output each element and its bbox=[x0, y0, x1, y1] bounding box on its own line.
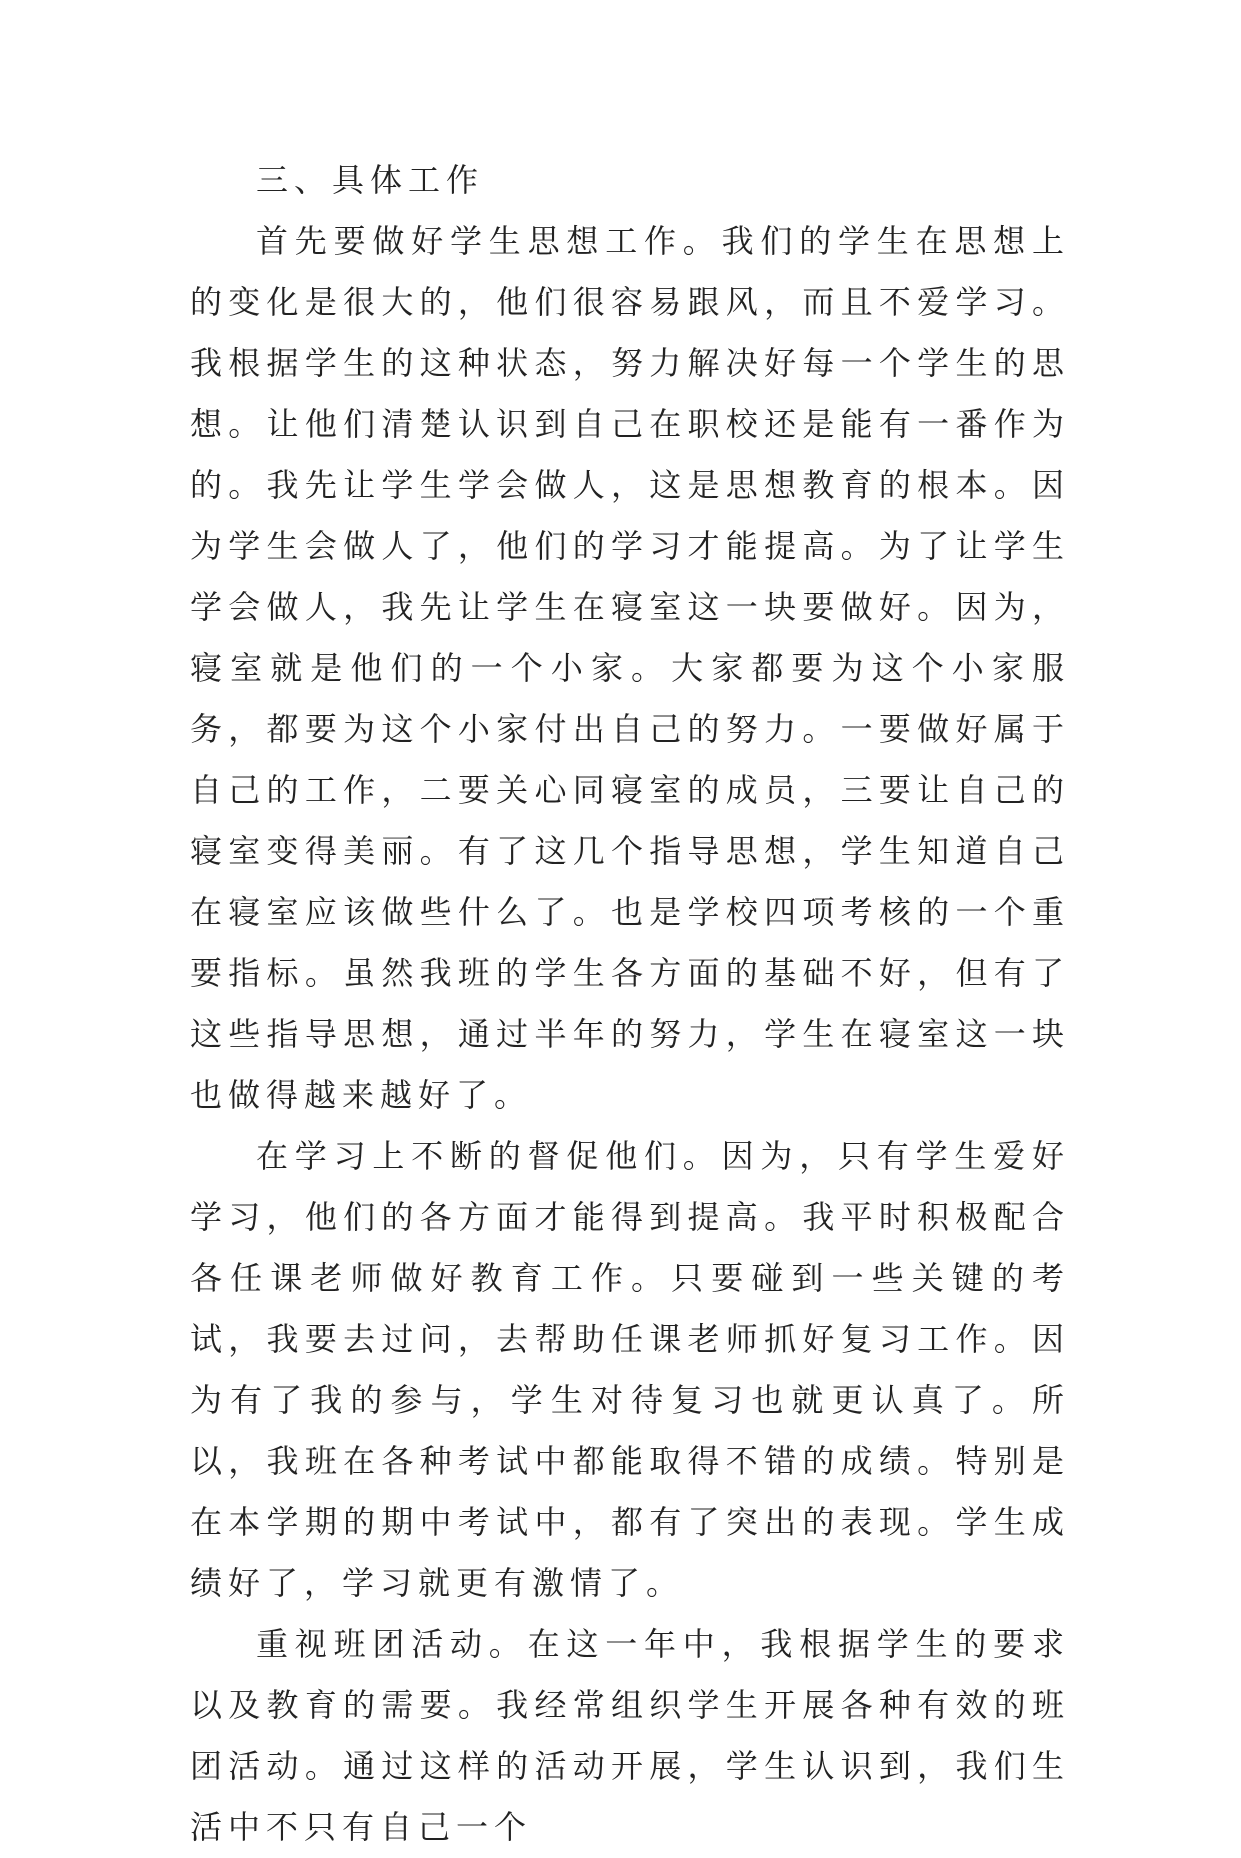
paragraph-class-activities: 重视班团活动。在这一年中，我根据学生的要求以及教育的需要。我经常组织学生开展各种有效的班团活动。通过这样的活动开展，学生认识到，我们生活中不只有自己一个 bbox=[190, 1625, 1070, 1846]
section-heading: 三、具体工作 bbox=[256, 161, 485, 199]
paragraph-study-supervision: 在学习上不断的督促他们。因为，只有学生爱好学习，他们的各方面才能得到提高。我平时积极配合各任课老师做好教育工作。只要碰到一些关键的考试，我要去过问，去帮助任课老师抓好复习工作。因为有了我的参与，学生对待复习也就更认真了。所以，我班在各种考试中都能取得不错的成绩。特别是在本学期的期中考试中，都有了突出的表现。学生成绩好了，学习就更有激情了。 bbox=[190, 1137, 1070, 1602]
paragraph-ideology-work: 首先要做好学生思想工作。我们的学生在思想上的变化是很大的，他们很容易跟风，而且不爱学习。我根据学生的这种状态，努力解决好每一个学生的思想。让他们清楚认识到自己在职校还是能有一番作为的。我先让学生学会做人，这是思想教育的根本。因为学生会做人了，他们的学习才能提高。为了让学生学会做人，我先让学生在寝室这一块要做好。因为，寝室就是他们的一个小家。大家都要为这个小家服务，都要为这个小家付出自己的努力。一要做好属于自己的工作，二要关心同寝室的成员，三要让自己的寝室变得美丽。有了这几个指导思想，学生知道自己在寝室应该做些什么了。也是学校四项考核的一个重要指标。虽然我班的学生各方面的基础不好，但有了这些指导思想，通过半年的努力，学生在寝室这一块也做得越来越好了。 bbox=[190, 222, 1070, 1114]
document-body bbox=[190, 150, 1070, 1858]
